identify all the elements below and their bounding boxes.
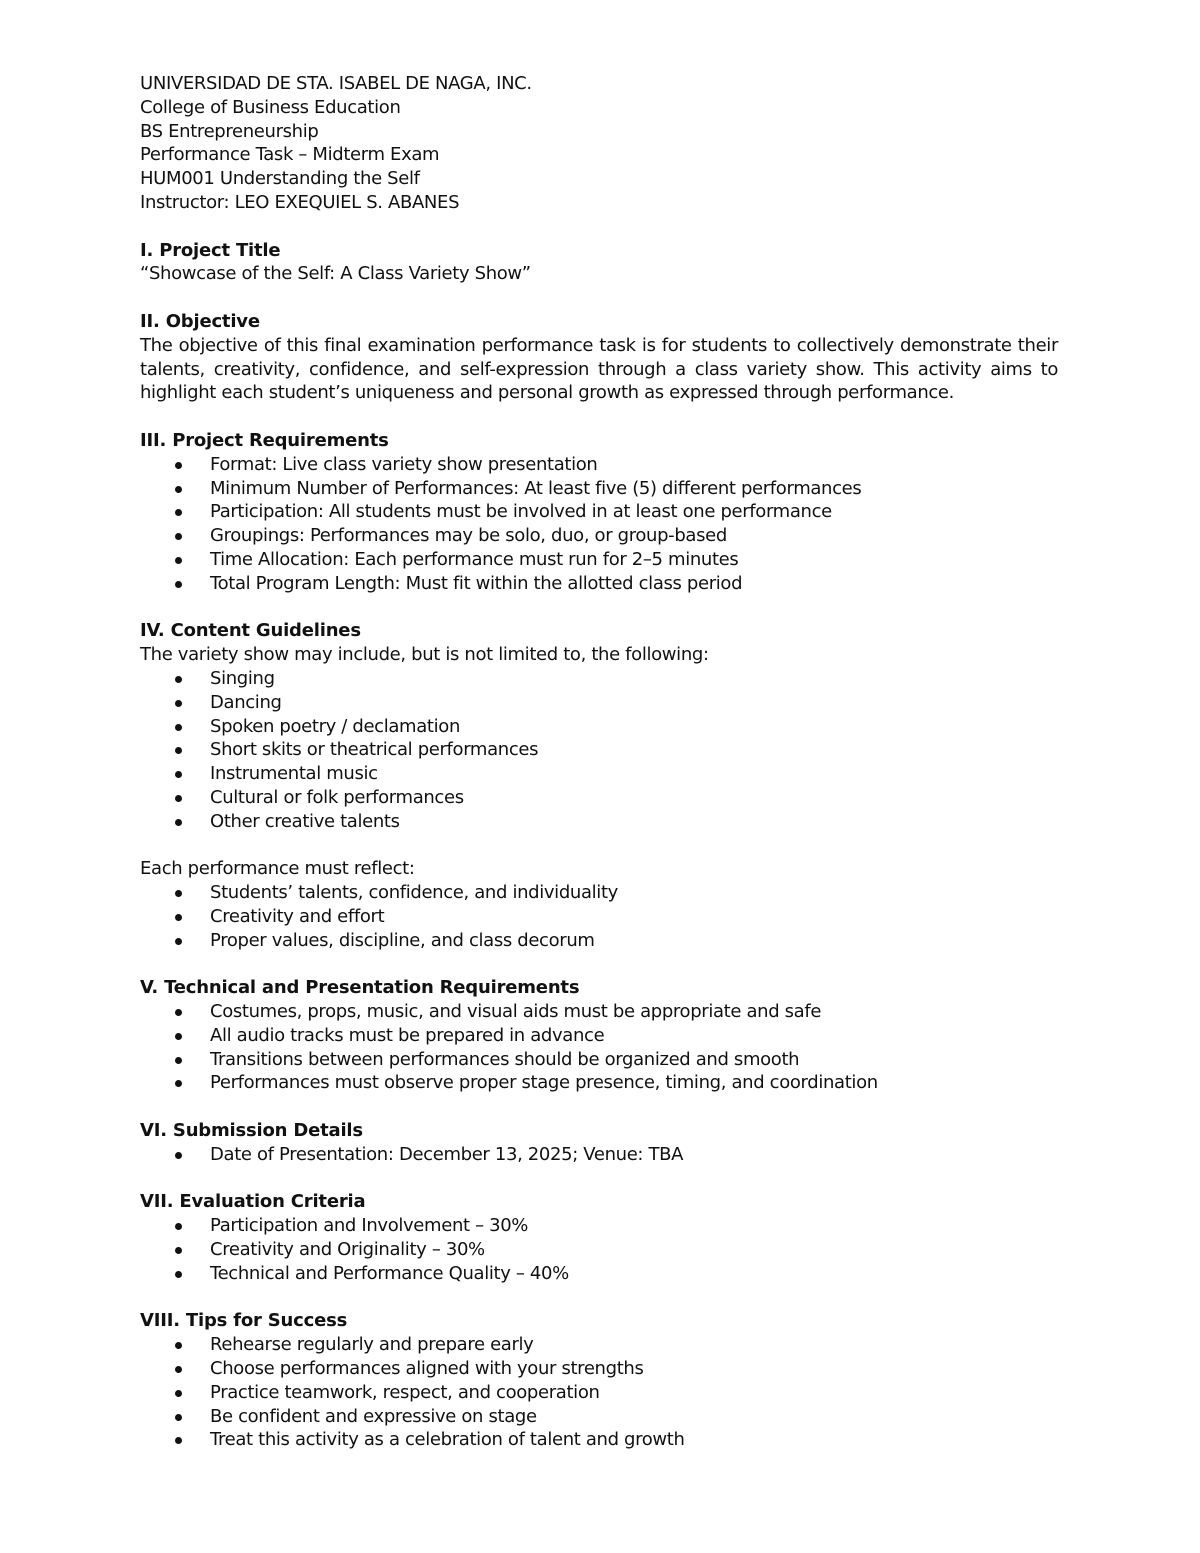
bullet-icon	[175, 1247, 182, 1254]
list-item-text: Transitions between performances should be organized and smooth	[210, 1048, 800, 1070]
list-item-text: Spoken poetry / declamation	[210, 715, 461, 737]
list-item	[140, 1262, 1058, 1286]
bullet-icon	[175, 1366, 182, 1373]
list-item-text: Total Program Length: Must fit within the allotted class period	[210, 572, 743, 594]
bullet-icon	[175, 1437, 182, 1444]
list-item-text: Other creative talents	[210, 810, 400, 832]
section-objective	[140, 310, 1058, 405]
technical-list	[140, 1000, 1058, 1095]
university-name: UNIVERSIDAD DE STA. ISABEL DE NAGA, INC.	[140, 73, 532, 94]
bullet-icon	[175, 1390, 182, 1397]
list-item	[140, 715, 1058, 739]
bullet-icon	[175, 1009, 182, 1016]
list-item-text: Short skits or theatrical performances	[210, 739, 539, 761]
bullet-icon	[175, 724, 182, 731]
bullet-icon	[175, 462, 182, 469]
list-item-text: Creativity and Originality – 30%	[210, 1239, 485, 1261]
list-item-text: Technical and Performance Quality – 40%	[210, 1262, 569, 1284]
list-item	[140, 1071, 1058, 1095]
section-tips-for-success	[140, 1309, 1058, 1452]
bullet-icon	[175, 1057, 182, 1064]
bullet-icon	[175, 557, 182, 564]
list-item	[140, 1405, 1058, 1429]
list-item-text: Rehearse regularly and prepare early	[210, 1334, 534, 1356]
submission-list	[140, 1143, 1058, 1167]
bullet-icon	[175, 700, 182, 707]
bullet-icon	[175, 509, 182, 516]
list-item	[140, 548, 1058, 572]
bullet-icon	[175, 795, 182, 802]
bullet-icon	[175, 1342, 182, 1349]
list-item	[140, 881, 1058, 905]
document-page	[140, 72, 1058, 1452]
section-project-requirements	[140, 429, 1058, 596]
section-heading: V. Technical and Presentation Requirements	[140, 977, 580, 999]
bullet-icon	[175, 581, 182, 588]
list-item-text: Cultural or folk performances	[210, 786, 464, 808]
list-item	[140, 1357, 1058, 1381]
list-item-text: Performances must observe proper stage presence, timing, and coordination	[210, 1072, 878, 1094]
spacer	[140, 834, 1058, 858]
list-item	[140, 762, 1058, 786]
bullet-icon	[175, 1271, 182, 1278]
list-item-text: Time Allocation: Each performance must run for 2–5 minutes	[210, 548, 739, 570]
list-item	[140, 905, 1058, 929]
list-item-text: Proper values, discipline, and class decorum	[210, 929, 595, 951]
list-item	[140, 1000, 1058, 1024]
instructor-name: Instructor: LEO EXEQUIEL S. ABANES	[140, 191, 460, 213]
list-item-text: Minimum Number of Performances: At least five (5) different performances	[210, 477, 862, 499]
list-item	[140, 691, 1058, 715]
bullet-icon	[175, 486, 182, 493]
bullet-icon	[175, 676, 182, 683]
content-intro: The variety show may include, but is not limited to, the following:	[140, 644, 709, 666]
objective-text: The objective of this final examination performance task is for students to collectively demonstrate their talents, creativity, confidence, and self-expression through a class variety show. This activity aims to highlight each student’s uniqueness and personal growth as expressed through performance.	[140, 334, 1058, 404]
list-item	[140, 524, 1058, 548]
list-item-text: Creativity and effort	[210, 905, 385, 927]
bullet-icon	[175, 1080, 182, 1087]
list-item	[140, 1143, 1058, 1167]
list-item-text: All audio tracks must be prepared in advance	[210, 1024, 605, 1046]
list-item	[140, 1024, 1058, 1048]
list-item-text: Dancing	[210, 691, 282, 713]
bullet-icon	[175, 1223, 182, 1230]
list-item-text: Participation and Involvement – 30%	[210, 1215, 529, 1237]
bullet-icon	[175, 1414, 182, 1421]
list-item	[140, 667, 1058, 691]
content-list	[140, 667, 1058, 834]
list-item	[140, 738, 1058, 762]
bullet-icon	[175, 771, 182, 778]
list-item	[140, 477, 1058, 501]
course-name: HUM001 Understanding the Self	[140, 168, 420, 190]
section-content-guidelines	[140, 619, 1058, 952]
list-item	[140, 1238, 1058, 1262]
list-item	[140, 500, 1058, 524]
section-project-title	[140, 239, 1058, 287]
college-name: College of Business Education	[140, 96, 401, 118]
section-heading: VIII. Tips for Success	[140, 1310, 348, 1332]
task-name: Performance Task – Midterm Exam	[140, 144, 440, 166]
bullet-icon	[175, 914, 182, 921]
list-item	[140, 1333, 1058, 1357]
reflect-list	[140, 881, 1058, 952]
list-item	[140, 453, 1058, 477]
list-item	[140, 810, 1058, 834]
list-item-text: Singing	[210, 667, 275, 689]
tips-list	[140, 1333, 1058, 1452]
list-item	[140, 786, 1058, 810]
bullet-icon	[175, 747, 182, 754]
list-item-text: Practice teamwork, respect, and cooperation	[210, 1381, 600, 1403]
section-heading: I. Project Title	[140, 239, 281, 261]
section-heading: IV. Content Guidelines	[140, 620, 361, 642]
list-item	[140, 1428, 1058, 1452]
list-item-text: Groupings: Performances may be solo, duo, or group-based	[210, 525, 727, 547]
list-item	[140, 572, 1058, 596]
program-name: BS Entrepreneurship	[140, 120, 319, 142]
list-item-text: Date of Presentation: December 13, 2025; Venue: TBA	[210, 1143, 684, 1165]
list-item-text: Costumes, props, music, and visual aids must be appropriate and safe	[210, 1001, 822, 1023]
section-heading: II. Objective	[140, 310, 260, 332]
list-item-text: Participation: All students must be involved in at least one performance	[210, 501, 832, 523]
section-submission-details	[140, 1119, 1058, 1167]
section-technical-requirements	[140, 976, 1058, 1095]
list-item	[140, 929, 1058, 953]
list-item	[140, 1048, 1058, 1072]
list-item-text: Instrumental music	[210, 763, 378, 785]
section-heading: VII. Evaluation Criteria	[140, 1191, 366, 1213]
bullet-icon	[175, 1033, 182, 1040]
bullet-icon	[175, 890, 182, 897]
section-heading: III. Project Requirements	[140, 429, 389, 451]
bullet-icon	[175, 533, 182, 540]
list-item	[140, 1214, 1058, 1238]
requirements-list	[140, 453, 1058, 596]
list-item-text: Be confident and expressive on stage	[210, 1405, 537, 1427]
list-item-text: Format: Live class variety show presentation	[210, 453, 598, 475]
bullet-icon	[175, 819, 182, 826]
list-item	[140, 1381, 1058, 1405]
bullet-icon	[175, 938, 182, 945]
document-header	[140, 72, 1058, 215]
list-item-text: Choose performances aligned with your strengths	[210, 1358, 644, 1380]
list-item-text: Treat this activity as a celebration of talent and growth	[210, 1429, 685, 1451]
reflect-intro: Each performance must reflect:	[140, 858, 415, 880]
project-title-text: “Showcase of the Self: A Class Variety Show”	[140, 263, 531, 285]
section-evaluation-criteria	[140, 1190, 1058, 1285]
evaluation-list	[140, 1214, 1058, 1285]
section-heading: VI. Submission Details	[140, 1120, 363, 1142]
list-item-text: Students’ talents, confidence, and individuality	[210, 882, 618, 904]
bullet-icon	[175, 1152, 182, 1159]
